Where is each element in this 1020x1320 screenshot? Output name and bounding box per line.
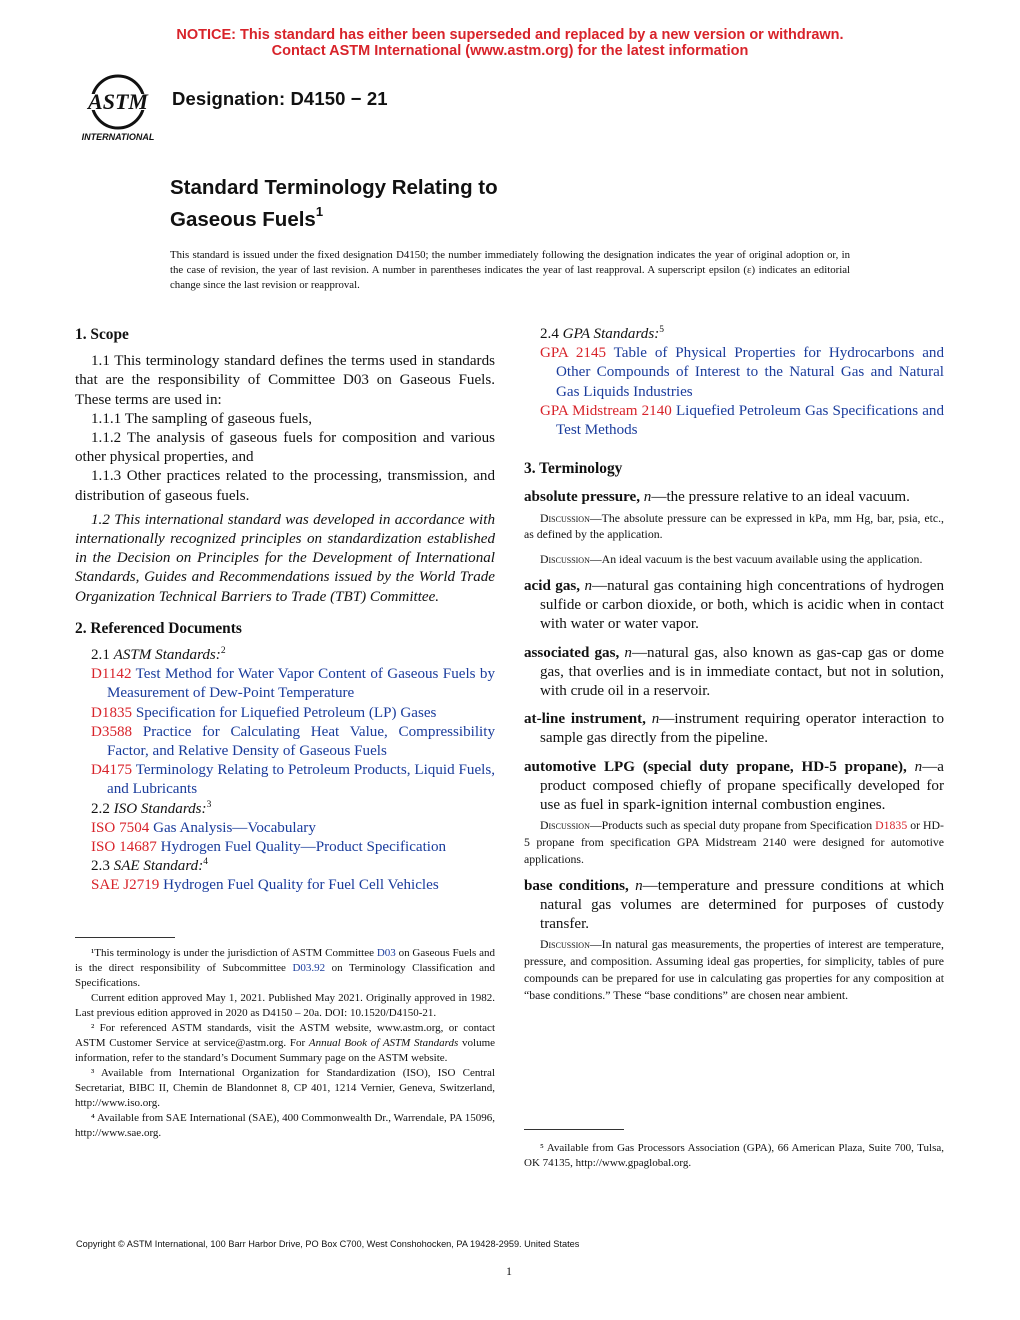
right-column — [524, 325, 944, 1003]
ref-code-link[interactable]: D3588 — [91, 723, 133, 740]
title-line-2: Gaseous Fuels — [170, 207, 316, 231]
notice-line-1: NOTICE: This standard has either been superseded and replaced by a new version or withdrawn. — [176, 27, 844, 43]
term-name: base conditions, — [524, 877, 629, 894]
term-part-of-speech: n — [584, 578, 593, 595]
gpa-standards-list — [524, 344, 944, 440]
astm-standards-heading: 2.1 ASTM Standards:$^2$ — [91, 646, 226, 664]
astm-logo-mark-icon — [74, 72, 162, 142]
svg-text:INTERNATIONAL: INTERNATIONAL — [81, 132, 155, 142]
iso-standards-heading: 2.2 ISO Standards:$^3$ — [91, 799, 212, 817]
term-discussion: Discussion—Products such as special duty propane from Specification D1835 or HD-5 propane from specification GPA Midstream 2140 were designed for automotive applications. — [524, 818, 944, 866]
term-name: automotive LPG (special duty propane, HD-5 propane), — [524, 758, 907, 775]
term-definition: —temperature and pressure conditions at which natural gas volumes are determined for purposes of custody transfer. — [540, 877, 944, 933]
footnotes-left — [75, 946, 495, 1141]
term-definition: —natural gas containing high concentrations of hydrogen sulfide or carbon dioxide, or both, which is acidic when in contact with water or water vapor. — [540, 578, 944, 633]
term-entry — [524, 877, 944, 935]
sae-standards-list — [75, 876, 495, 895]
iso-standards-list — [75, 819, 495, 857]
term-discussion: Discussion—In natural gas measurements, the properties of interest are temperature, pressure, and composition. Assuming ideal gas properties, for simplicity, tables of pure compounds can be prepared for use in calculating gas properties for any composition at “base conditions.” These “base conditions” are chosen near ambient. — [524, 937, 944, 1002]
term-entry — [524, 488, 944, 507]
term-definition: —natural gas, also known as gas-cap gas or dome gas, that overlies and is in immediate contact, but not in solution, with crude oil in a reservoir. — [540, 644, 945, 700]
refdocs-heading: 2. Referenced Documents — [75, 619, 242, 637]
footnote-rule-left — [75, 937, 175, 938]
footnote-2: ² For referenced ASTM standards, visit the ASTM website, www.astm.org, or contact ASTM Customer Service at service@astm.org. For Annual Book of ASTM Standards volume information, refer to the standard’s Document Summary page on the ASTM website. — [75, 1022, 496, 1064]
term-entry — [524, 710, 944, 748]
title-line-1: Standard Terminology Relating to — [170, 176, 498, 199]
ref-title-link[interactable]: Hydrogen Fuel Quality for Fuel Cell Vehicles — [159, 877, 439, 894]
term-part-of-speech: n — [635, 877, 643, 894]
ref-code-link[interactable]: D1142 — [91, 666, 132, 683]
terms-list — [524, 488, 944, 1003]
notice-line-2: Contact ASTM International (www.astm.org) for the latest information — [271, 43, 749, 59]
gpa-ref-item[interactable] — [524, 344, 944, 402]
footnote-5: ⁵ Available from Gas Processors Association (GPA), 66 American Plaza, Suite 700, Tulsa, OK 74135, http://www.gpaglobal.org. — [524, 1142, 944, 1169]
ref-title-link[interactable]: Practice for Calculating Heat Value, Compressibility Factor, and Relative Density of Gaseous Fuels — [107, 723, 495, 760]
sae-standards-heading: 2.3 SAE Standard:$^4$ — [91, 857, 208, 875]
footnotes-right — [524, 1141, 944, 1171]
astm-standards-list — [75, 665, 495, 799]
issuance-note: This standard is issued under the fixed designation D4150; the number immediately following the designation indicates the year of original adoption or, in the case of revision, the year of last revision. A number in parentheses indicates the year of last reapproval. A superscript epsilon (ε) indicates an editorial change since the last revision or reapproval. — [170, 249, 850, 292]
scope-1-2: 1.2 This international standard was developed in accordance with internationally recognized principles on standardization established in the Decision on Principles for the Development of International Standards, Guides and Recommendations issued by the World Trade Organization Technical Barriers to Trade (TBT) Committee. — [75, 511, 495, 605]
title-footnote-mark: 1 — [315, 204, 324, 219]
ref-code-link[interactable]: GPA 2145 — [540, 345, 607, 362]
gpa-standards-heading: 2.4 GPA Standards:$^5$ — [540, 324, 664, 342]
term-discussion: Discussion—An ideal vacuum is the best vacuum available using the application. — [540, 552, 923, 567]
terminology-heading: 3. Terminology — [524, 460, 623, 478]
ref-title-link[interactable]: Hydrogen Fuel Quality—Product Specification — [156, 839, 447, 856]
term-name: at-line instrument, — [524, 711, 646, 728]
astm-ref-item[interactable] — [75, 723, 495, 761]
copyright: Copyright © ASTM International, 100 Barr Harbor Drive, PO Box C700, West Conshohocken, PA 19428-2959. United States — [76, 1239, 580, 1249]
term-part-of-speech: n — [914, 758, 923, 775]
scope-1-1: 1.1 This terminology standard defines the terms used in standards that are the responsibility of Committee D03 on Gaseous Fuels. These terms are used in: — [75, 353, 495, 408]
ref-code-link[interactable]: GPA Midstream 2140 — [540, 402, 672, 419]
ref-code-link[interactable]: ISO 14687 — [91, 839, 157, 856]
d1835-link[interactable]: D1835 — [875, 818, 908, 833]
iso-ref-item[interactable] — [75, 819, 495, 838]
astm-ref-item[interactable] — [75, 761, 495, 799]
ref-code-link[interactable]: D4175 — [91, 762, 133, 779]
sae-ref-item[interactable] — [75, 876, 495, 895]
ref-title-link[interactable]: Table of Physical Properties for Hydrocarbons and Other Compounds of Interest to the Natural Gas and Natural Gas Liquids Industries — [556, 345, 944, 400]
document-title — [170, 175, 498, 233]
term-part-of-speech: n — [651, 711, 660, 728]
astm-logo — [74, 72, 162, 142]
scope-heading: 1. Scope — [75, 326, 129, 343]
ref-code-link[interactable]: ISO 7504 — [91, 819, 150, 836]
term-definition: —instrument requiring operator interaction to sample gas directly from the pipeline. — [540, 711, 945, 747]
ref-code-link[interactable]: D1835 — [91, 704, 133, 721]
footnote-rule-right — [524, 1129, 624, 1130]
iso-ref-item[interactable] — [75, 838, 495, 857]
astm-ref-item[interactable] — [75, 704, 495, 723]
astm-ref-item[interactable] — [75, 665, 495, 703]
d03-92-link[interactable]: D03.92 — [292, 962, 326, 974]
page-number: 1 — [506, 1264, 512, 1278]
term-discussion: Discussion—The absolute pressure can be expressed in kPa, mm Hg, bar, psia, etc., as defined by the application. — [524, 510, 944, 542]
term-part-of-speech: n — [624, 644, 632, 661]
footnote-1-edition: Current edition approved May 1, 2021. Published May 2021. Originally approved in 1982. Last previous edition approved in 2020 as D4150 – 20a. DOI: 10.1520/D4150-21. — [75, 992, 495, 1019]
ref-title-link[interactable]: Gas Analysis—Vocabulary — [149, 819, 316, 836]
ref-title-link[interactable]: Test Method for Water Vapor Content of Gaseous Fuels by Measurement of Dew-Point Temperature — [107, 666, 495, 702]
term-name: associated gas, — [524, 644, 620, 661]
ref-title-link[interactable]: Terminology Relating to Petroleum Products, Liquid Fuels, and Lubricants — [107, 762, 495, 798]
d03-link[interactable]: D03 — [376, 947, 396, 959]
term-name: acid gas, — [524, 578, 581, 595]
scope-1-1-2: 1.1.2 The analysis of gaseous fuels for composition and various other physical properties, and — [75, 430, 495, 466]
term-definition: —a product composed chiefly of propane specifically developed for use as fuel in spark-ignition internal combustion engines. — [540, 758, 944, 814]
footnote-3: ³ Available from International Organization for Standardization (ISO), ISO Central Secretariat, BIBC II, Chemin de Blandonnet 8, CP 401, 1214 Vernier, Geneva, Switzerland, http://www.iso.org. — [75, 1067, 495, 1109]
gpa-ref-item[interactable] — [524, 402, 944, 440]
term-entry — [524, 577, 944, 635]
term-definition: —the pressure relative to an ideal vacuum. — [651, 489, 910, 506]
term-name: absolute pressure, — [524, 489, 641, 506]
scope-1-1-3: 1.1.3 Other practices related to the processing, transmission, and distribution of gaseous fuels. — [75, 468, 495, 504]
footnote-4: ⁴ Available from SAE International (SAE), 400 Commonwealth Dr., Warrendale, PA 15096, http://www.sae.org. — [75, 1112, 495, 1139]
ref-title-link[interactable]: Specification for Liquefied Petroleum (LP) Gases — [132, 704, 437, 721]
svg-text:ASTM: ASTM — [88, 89, 148, 114]
ref-title-link[interactable]: Liquefied Petroleum Gas Specifications and Test Methods — [556, 402, 944, 439]
footnote-1: ¹This terminology is under the jurisdiction of ASTM Committee D03 on Gaseous Fuels and is the direct responsibility of Subcommittee D03.92 on Terminology Classification and Specifications. — [75, 947, 495, 989]
ref-code-link[interactable]: SAE J2719 — [91, 877, 160, 894]
left-column — [75, 325, 495, 896]
designation: Designation: D4150 − 21 — [172, 88, 388, 109]
term-entry — [524, 644, 944, 702]
scope-1-1-1: 1.1.1 The sampling of gaseous fuels, — [91, 410, 313, 427]
term-entry — [524, 758, 944, 816]
term-part-of-speech: n — [643, 489, 652, 506]
